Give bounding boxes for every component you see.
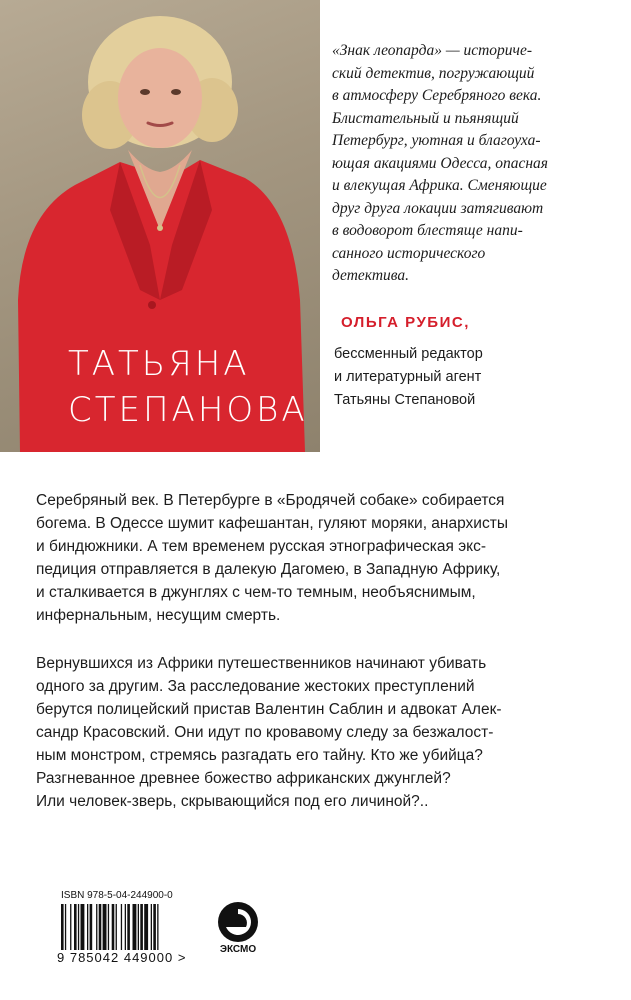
quote-author-role [334, 343, 483, 412]
author-photo [0, 0, 320, 452]
quote-line: Петербург, уютная и благоуха- [332, 132, 541, 149]
blurb-line: и сталкивается в джунглях с чем-то темным, необъяснимым, [36, 584, 476, 601]
publisher-logo [216, 900, 260, 960]
quote-line: друг друга локации затягивают [332, 199, 544, 217]
eksmo-logo-icon [216, 900, 260, 944]
blurb-line: сандр Красовский. Они идут по кровавому следу за безжалост- [36, 724, 494, 741]
quote-line: в водоворот блестяще напи- [332, 222, 523, 239]
isbn-barcode [57, 890, 197, 966]
role-line: и литературный агент [334, 369, 482, 385]
blurb-line: одного за другим. За расследование жестоких преступлений [36, 678, 475, 695]
quote-line: детектива. [332, 267, 410, 284]
quote-line: и влекущая Африка. Сменяющие [332, 177, 547, 194]
blurb-line: богема. В Одессе шумит кафешантан, гуляют моряки, анархисты [36, 515, 508, 532]
review-quote [332, 40, 624, 288]
author-first-name: ТАТЬЯНА [68, 344, 250, 384]
blurb-line: Серебряный век. В Петербурге в «Бродячей собаке» собирается [36, 492, 505, 509]
blurb-paragraph-1 [36, 489, 606, 627]
author-last-name: СТЕПАНОВА [68, 390, 308, 430]
quote-line: санного исторического [332, 244, 486, 262]
quote-author: ОЛЬГА РУБИС, [341, 314, 470, 331]
blurb-paragraph-2 [36, 652, 606, 813]
role-line: Татьяны Степановой [334, 392, 476, 408]
blurb-line: и биндюжники. А тем временем русская этнографическая экс- [36, 538, 487, 555]
quote-line: ский детектив, погружающий [332, 64, 535, 82]
blurb-line: педиция отправляется в далекую Дагомею, в Западную Африку, [36, 561, 501, 578]
blurb-line: Вернувшихся из Африки путешественников начинают убивать [36, 655, 487, 672]
author-name [68, 341, 308, 433]
blurb-line: Разгневанное древнее божество африканских джунглей? [36, 770, 451, 787]
quote-line: «Знак леопарда» — историче- [332, 42, 532, 59]
ean-number: 9 785042 449000 > [57, 950, 187, 965]
role-line: бессменный редактор [334, 346, 483, 362]
isbn-number: ISBN 978-5-04-244900-0 [61, 890, 173, 901]
blurb-line: берутся полицейский пристав Валентин Саблин и адвокат Алек- [36, 701, 502, 718]
blurb-line: ным монстром, стремясь разгадать его тайну. Кто же убийца? [36, 747, 483, 764]
publisher-name: ЭКСМО [219, 944, 257, 955]
barcode-bars [61, 904, 193, 950]
quote-line: Блистательный и пьянящий [332, 109, 519, 127]
quote-line: в атмосферу Серебряного века. [332, 87, 542, 104]
quote-line: ющая акациями Одесса, опасная [332, 154, 548, 172]
blurb-line: Или человек-зверь, скрывающийся под его личиной?.. [36, 793, 429, 810]
blurb-line: инфернальным, несущим смерть. [36, 607, 281, 624]
